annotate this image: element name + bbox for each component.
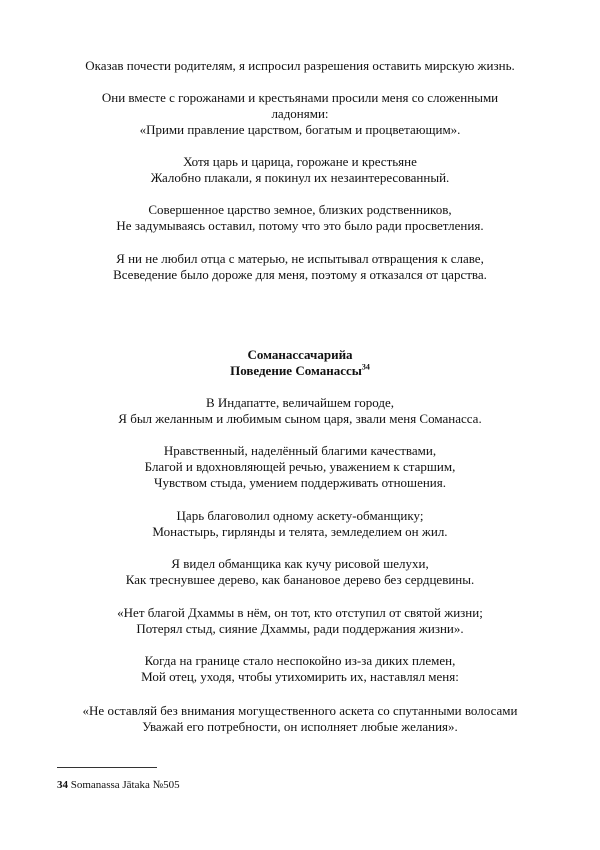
verse-line: Чувством стыда, умением поддерживать отношения. bbox=[154, 475, 446, 490]
verse-line: Не задумываясь оставил, потому что это было ради просветления. bbox=[116, 218, 484, 233]
section-title: Соманассачарийа bbox=[247, 347, 353, 362]
verse-line: Хотя царь и царица, горожане и крестьяне bbox=[183, 154, 417, 169]
verse-line: Я был желанным и любимым сыном царя, звали меня Соманасса. bbox=[118, 411, 482, 426]
stanza bbox=[40, 251, 560, 283]
verse-line: Царь благоволил одному аскету-обманщику; bbox=[176, 508, 424, 523]
stanza bbox=[40, 443, 560, 491]
footnote bbox=[57, 778, 180, 792]
stanza bbox=[40, 703, 560, 735]
stanza bbox=[40, 556, 560, 588]
stanza bbox=[40, 508, 560, 540]
verse-line: «Прими правление царством, богатым и процветающим». bbox=[139, 122, 461, 137]
verse-line: «Не оставляй без внимания могущественного аскета со спутанными волосами bbox=[82, 703, 518, 718]
stanza bbox=[40, 58, 560, 74]
verse-line: Совершенное царство земное, близких родственников, bbox=[148, 202, 452, 217]
footnote-text: Somanassa Jātaka №505 bbox=[70, 779, 180, 791]
verse-line: В Индапатте, величайшем городе, bbox=[205, 395, 395, 410]
section-subtitle: Поведение Соманассы$^{34}$ bbox=[230, 362, 370, 378]
verse-line: Мой отец, уходя, чтобы утихомирить их, наставлял меня: bbox=[141, 669, 459, 684]
verse-line: Оказав почести родителям, я испросил разрешения оставить мирскую жизнь. bbox=[85, 58, 515, 73]
verse-line: Уважай его потребности, он исполняет любые желания». bbox=[142, 719, 458, 734]
verse-line: Я видел обманщика как кучу рисовой шелухи, bbox=[171, 556, 429, 571]
verse-line: Всеведение было дороже для меня, поэтому я отказался от царства. bbox=[113, 267, 487, 282]
verse-line: Жалобно плакали, я покинул их незаинтересованный. bbox=[150, 170, 450, 185]
stanza bbox=[40, 154, 560, 186]
stanza bbox=[40, 653, 560, 685]
verse-line: Когда на границе стало неспокойно из-за диких племен, bbox=[144, 653, 456, 668]
verse-line: Монастырь, гирлянды и телята, земледелием он жил. bbox=[152, 524, 448, 539]
verse-line: Потерял стыд, сияние Дхаммы, ради поддержания жизни». bbox=[136, 621, 464, 636]
verse-line: «Нет благой Дхаммы в нём, он тот, кто отступил от святой жизни; bbox=[117, 605, 483, 620]
verse-line: Они вместе с горожанами и крестьянами просили меня со сложенными bbox=[101, 90, 499, 105]
stanza bbox=[40, 605, 560, 637]
verse-line: Нравственный, наделённый благими качествами, bbox=[163, 443, 437, 458]
verse-line: Благой и вдохновляющей речью, уважением к старшим, bbox=[144, 459, 456, 474]
verse-line: ладонями: bbox=[271, 106, 329, 121]
verse-line: Я ни не любил отца с матерью, не испытывал отвращения к славе, bbox=[116, 251, 484, 266]
section-heading bbox=[40, 347, 560, 379]
stanza bbox=[40, 395, 560, 427]
footnote-ref[interactable]: 34 bbox=[361, 362, 370, 372]
verse-line: Как треснувшее дерево, как банановое дерево без сердцевины. bbox=[125, 572, 475, 587]
stanza bbox=[40, 90, 560, 138]
footnote-number: 34 bbox=[57, 779, 68, 791]
stanza bbox=[40, 202, 560, 234]
footnote-divider bbox=[57, 767, 157, 768]
